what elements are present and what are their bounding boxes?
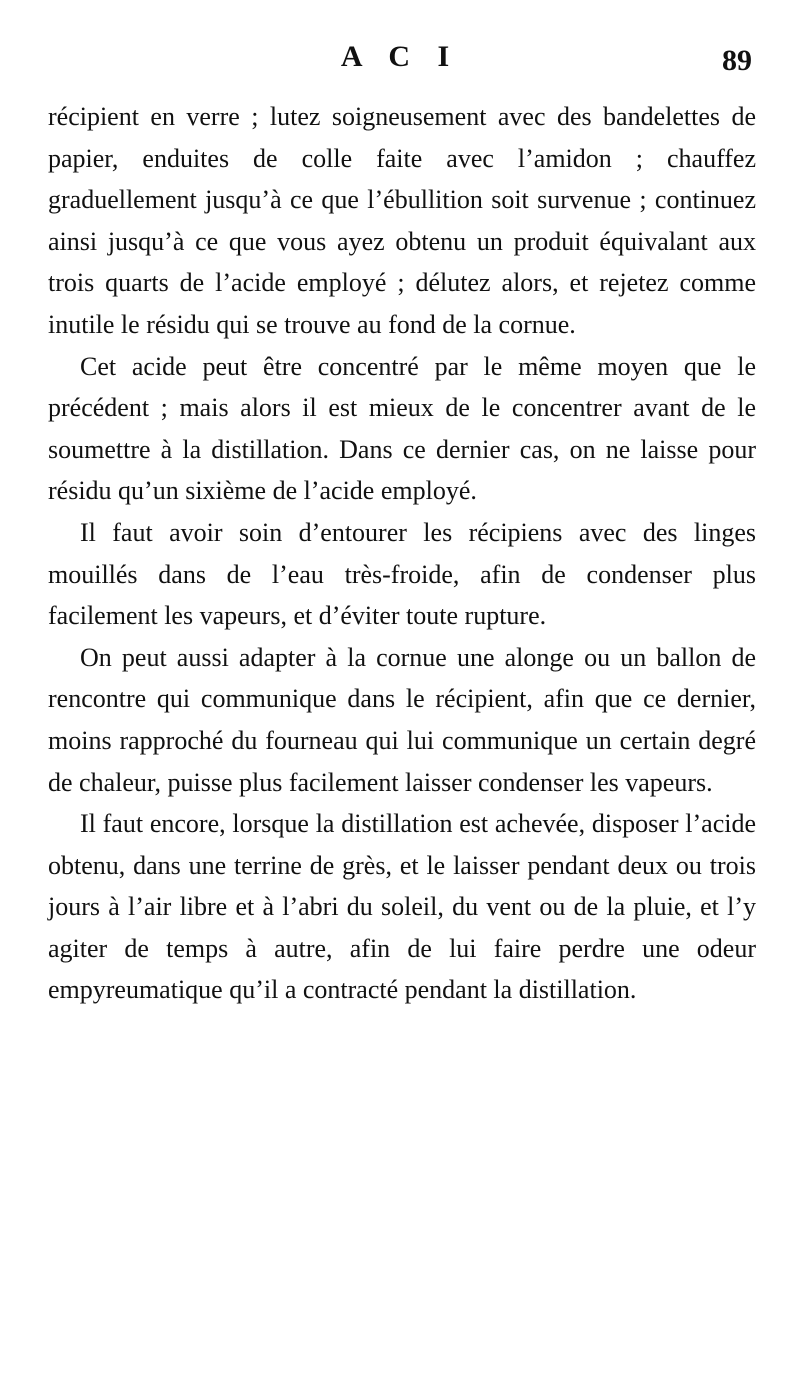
paragraph-alonge: On peut aussi adapter à la cornue une alonge ou un ballon de rencontre qui communique dans le récipient, afin que ce dernier, moins rapproché du fourneau qui lui communique un certain degré de chaleur, puisse plus facilement laisser condenser les vapeurs.	[48, 642, 756, 797]
running-head-title: A C I	[340, 40, 460, 73]
paragraph-concentration: Cet acide peut être concentré par le même moyen que le précédent ; mais alors il est mieux de le concentrer avant de le soumettre à la distillation. Dans ce dernier cas, on ne laisse pour résidu qu’un sixième de l’acide employé.	[48, 351, 756, 506]
page-number: 89	[722, 44, 752, 77]
running-head	[0, 40, 800, 84]
paragraph-continuation: récipient en verre ; lutez soigneusement avec des bandelettes de papier, enduites de colle faite avec l’amidon ; chauffez graduellement jusqu’à ce que l’ébullition soit survenue ; continuez ainsi jusqu’à ce que vous ayez obtenu un produit équivalant aux trois quarts de l’acide employé ; délutez alors, et rejetez comme inutile le résidu qui se trouve au fond de la cornue.	[48, 102, 756, 339]
paragraph-terrine: Il faut encore, lorsque la distillation est achevée, disposer l’acide obtenu, dans une terrine de grès, et le laisser pendant deux ou trois jours à l’air libre et à l’abri du soleil, du vent ou de la pluie, et l’y agiter de temps à autre, afin de lui faire perdre une odeur empyreumatique qu’il a contracté pendant la distillation.	[48, 809, 756, 1005]
paragraph-wet-linens: Il faut avoir soin d’entourer les récipiens avec des linges mouillés dans de l’eau très-froide, afin de condenser plus facilement les vapeurs, et d’éviter toute rupture.	[48, 517, 756, 631]
body-text	[48, 96, 756, 1011]
